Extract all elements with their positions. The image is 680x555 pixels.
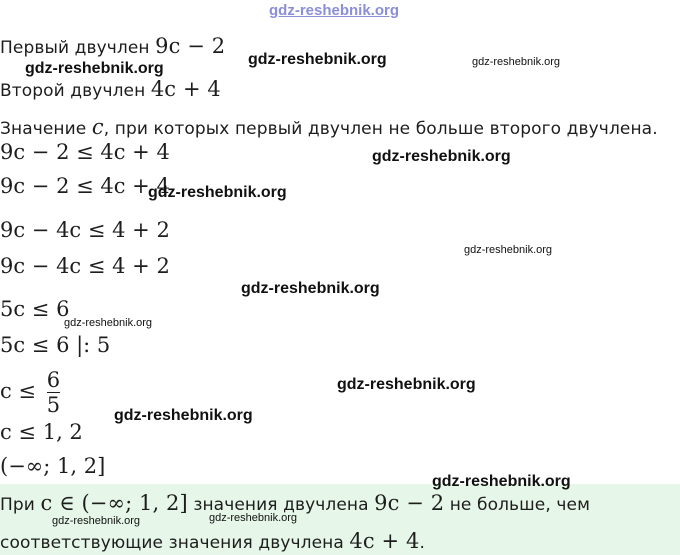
step-3: 9c − 4c ≤ 4 + 2	[0, 218, 170, 242]
condition-pre: Значение	[0, 119, 87, 139]
answer-line-2	[0, 529, 425, 553]
watermark: gdz-reshebnik.org	[472, 56, 561, 68]
watermark: gdz-reshebnik.org	[114, 407, 253, 424]
watermark: gdz-reshebnik.org	[52, 515, 141, 527]
answer-expr-1: 9c − 2	[374, 491, 445, 515]
watermark: gdz-reshebnik.org	[464, 244, 553, 256]
condition-post: , при которых первый двучлен не больше второго двучлена.	[103, 119, 658, 139]
watermark: gdz-reshebnik.org	[241, 280, 380, 297]
step-2: 9c − 2 ≤ 4c + 4	[0, 174, 170, 198]
step-4: 9c − 4c ≤ 4 + 2	[0, 254, 170, 278]
step-8: c ≤ 1, 2	[0, 420, 83, 444]
condition-line	[0, 115, 658, 139]
answer-mid: значения двучлена	[193, 495, 369, 515]
fraction-denominator: 5	[46, 393, 61, 417]
first-binomial-expr: 9c − 2	[155, 34, 226, 58]
watermark: gdz-reshebnik.org	[372, 148, 511, 165]
step-6: 5c ≤ 6 |: 5	[0, 333, 111, 357]
condition-var: c	[91, 115, 104, 139]
step-7-lhs: c ≤	[0, 379, 37, 403]
first-binomial-line	[0, 34, 225, 58]
watermark: gdz-reshebnik.org	[432, 473, 571, 490]
watermark-top: gdz-reshebnik.org	[269, 2, 400, 19]
second-binomial-expr: 4c + 4	[150, 77, 221, 101]
step-1: 9c − 2 ≤ 4c + 4	[0, 140, 170, 164]
watermark: gdz-reshebnik.org	[337, 376, 476, 393]
second-binomial-line	[0, 77, 221, 101]
step-7	[0, 369, 60, 416]
step-5: 5c ≤ 6	[0, 297, 70, 321]
watermark: gdz-reshebnik.org	[64, 317, 153, 329]
answer-expr-2: 4c + 4	[349, 529, 420, 553]
watermark: gdz-reshebnik.org	[248, 51, 387, 68]
answer-pre: При	[0, 495, 35, 515]
watermark: gdz-reshebnik.org	[148, 184, 287, 201]
answer-post-1: не больше, чем	[449, 495, 590, 515]
watermark: gdz-reshebnik.org	[209, 512, 298, 524]
first-binomial-label: Первый двучлен	[0, 38, 150, 58]
fraction	[47, 369, 60, 416]
answer-interval: c ∈ (−∞; 1, 2]	[40, 491, 188, 515]
watermark: gdz-reshebnik.org	[25, 60, 164, 77]
second-binomial-label: Второй двучлен	[0, 81, 146, 101]
fraction-numerator: 6	[46, 368, 61, 392]
answer-end: .	[419, 533, 425, 553]
answer-line-2-text: соответствующие значения двучлена	[0, 533, 344, 553]
step-9: (−∞; 1, 2]	[0, 454, 106, 478]
